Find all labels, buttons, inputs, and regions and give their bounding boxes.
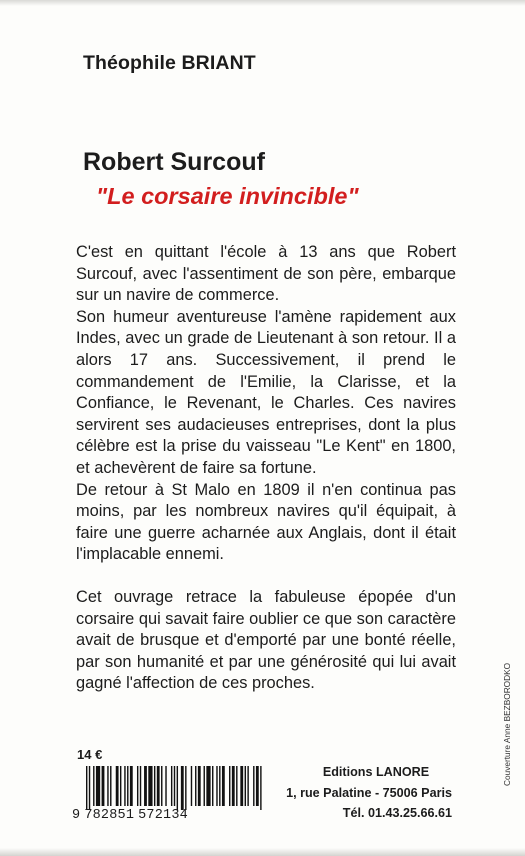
barcode-bar: [232, 766, 235, 806]
back-cover-summary: [76, 242, 456, 695]
author-name: Théophile BRIANT: [83, 52, 256, 74]
barcode-bar: [191, 766, 192, 806]
barcode-bar: [116, 766, 119, 806]
publisher-name: Editions LANORE: [322, 765, 430, 779]
isbn-barcode: [86, 766, 263, 810]
barcode-bar: [102, 766, 105, 806]
barcode-bar: [137, 766, 138, 806]
barcode-bar: [206, 766, 210, 806]
barcode-bar: [181, 766, 184, 810]
barcode-bar: [216, 766, 217, 806]
barcode-bar: [154, 766, 155, 806]
summary-paragraph-4: Cet ouvrage retrace la fabuleuse épopée d'un corsaire qui savait faire oublier ce que son caractère avait de brusque et d'emporté par une bonté réelle, par son humanité et par une générosité qui lui avait gagné l'affection de ces proches.: [76, 587, 456, 693]
publisher-address: 1, rue Palatine - 75006 Paris: [286, 785, 452, 800]
barcode-bar: [236, 766, 237, 806]
barcode-bar: [120, 766, 121, 806]
book-subtitle: "Le corsaire invincible": [96, 183, 359, 209]
barcode-bar: [240, 766, 243, 806]
barcode-bar: [219, 766, 220, 806]
barcode-bar: [185, 766, 186, 810]
barcode-bar: [253, 766, 254, 806]
isbn-digit-first: 9: [72, 808, 81, 823]
barcode-bar: [165, 766, 166, 806]
barcode-bar: [245, 766, 246, 806]
barcode-bar: [174, 766, 175, 806]
barcode-bar: [107, 766, 108, 806]
barcode-bar: [148, 766, 152, 806]
price-label: 14 €: [77, 747, 103, 762]
barcode-bar: [171, 766, 172, 806]
barcode-bar: [89, 766, 90, 810]
barcode-bar: [96, 766, 100, 806]
page-top-edge: [0, 0, 525, 6]
summary-paragraph-3: De retour à St Malo en 1809 il n'en continua pas moins, par les nombreux navires qu'il équipait, à faire une guerre acharnée aux Anglais, dont il était l'implacable ennemi.: [76, 480, 456, 564]
barcode-bar: [222, 766, 225, 806]
book-title: Robert Surcouf: [83, 148, 265, 176]
cover-credit: Couverture Anne BEZBORODKO: [502, 662, 512, 786]
barcode-bar: [130, 766, 133, 806]
barcode-bar: [204, 766, 205, 806]
barcode-bar: [127, 766, 128, 806]
barcode-bar: [161, 766, 162, 806]
isbn-digits: [72, 808, 188, 823]
barcode-bar: [86, 766, 87, 810]
summary-paragraph-2: Son humeur aventureuse l'amène rapidement aux Indes, avec un grade de Lieutenant à son retour. Il a alors 17 ans. Successivement, il prend le commandement de l'Emilie, la Clarisse, et la Confiance, le Revenant, le Charles. Ces navires servirent ses audacieuses entreprises, dont la plus célèbre est la prise du vaisseau "Le Kent" en 1800, et achevèrent de faire sa fortune.: [76, 307, 456, 477]
barcode-bar: [157, 766, 160, 806]
barcode-bar: [229, 766, 230, 806]
barcode-bar: [247, 766, 248, 806]
page-bottom-edge: [0, 848, 525, 856]
barcode-bar: [110, 766, 111, 806]
barcode-bar: [260, 766, 261, 810]
barcode-bar: [212, 766, 213, 806]
publisher-phone: Tél. 01.43.25.66.61: [342, 806, 452, 820]
barcode-bar: [177, 766, 178, 810]
isbn-digits-right: 572134: [138, 808, 188, 823]
barcode-bar: [124, 766, 125, 806]
isbn-digits-left: 782851: [84, 808, 135, 823]
barcode-bar: [140, 766, 141, 806]
barcode-bar: [198, 766, 201, 806]
publisher-block: [286, 762, 452, 824]
summary-paragraph-1: C'est en quittant l'école à 13 ans que Robert Surcouf, avec l'assentiment de son père, embarque sur un navire de commerce.: [76, 243, 456, 305]
barcode-bar: [93, 766, 94, 806]
barcode-bar: [256, 766, 259, 806]
barcode-bar: [195, 766, 196, 806]
barcode-bar: [144, 766, 147, 806]
